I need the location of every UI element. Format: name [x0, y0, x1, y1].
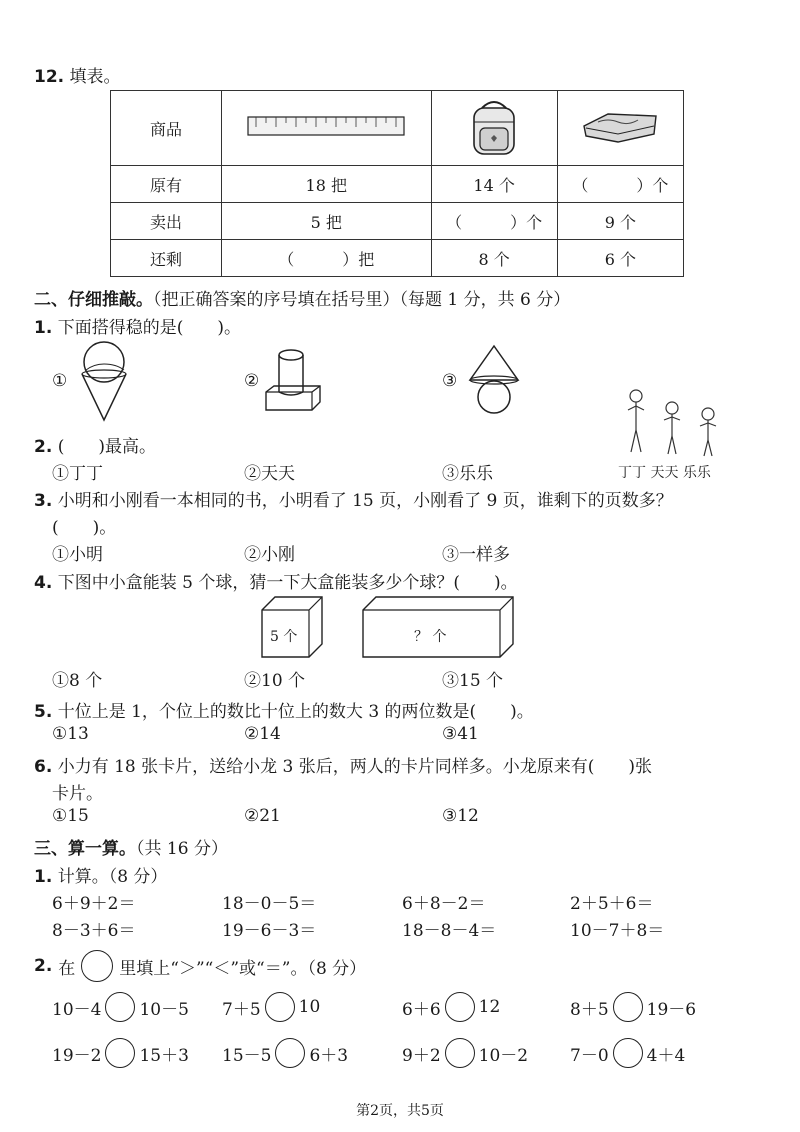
answer-blank[interactable]: （ ）个 [557, 166, 683, 203]
compare-number: 2. [34, 956, 53, 976]
pencil-case-image [557, 91, 683, 166]
ruler-image [222, 91, 432, 166]
compare-item [402, 992, 500, 1022]
q2-option-2[interactable]: ②天天 [244, 464, 295, 484]
q1-option-1[interactable]: ① [52, 371, 68, 391]
q2-option-1[interactable]: ①丁丁 [52, 464, 103, 484]
calc-title: 计算。（8 分） [57, 867, 168, 887]
table-cell: 18 把 [222, 166, 432, 203]
q12-heading [34, 62, 121, 87]
q2-option-3[interactable]: ③乐乐 [442, 464, 493, 484]
table-header-row [111, 91, 684, 166]
compare-left: 19－2 [52, 1045, 102, 1066]
compare-item [570, 1038, 685, 1068]
cylinder-on-block-image [262, 348, 324, 414]
q1-text: 下面搭得稳的是( )。 [57, 318, 241, 338]
q3-stem [34, 486, 673, 511]
compare-item [52, 992, 189, 1022]
q1-option-2[interactable]: ② [244, 371, 260, 391]
compare-left: 15－5 [222, 1045, 272, 1066]
q12-title: 填表。 [69, 67, 121, 87]
q5-option-2[interactable]: ②14 [244, 724, 281, 744]
calc-item[interactable]: 18－0－5＝ [222, 894, 317, 914]
q12-number: 12. [34, 67, 65, 87]
q5-option-3[interactable]: ③41 [442, 724, 479, 744]
compare-right: 6＋3 [309, 1045, 349, 1066]
cone-on-ball-image [462, 342, 526, 414]
row-label: 原有 [111, 166, 222, 203]
q2-stem [34, 432, 156, 457]
section3-heading [34, 834, 228, 859]
compare-right: 19－6 [646, 999, 697, 1020]
row-label: 卖出 [111, 203, 222, 240]
compare-circle[interactable] [105, 992, 135, 1022]
answer-blank[interactable]: （ ）个 [431, 203, 557, 240]
backpack-image [431, 91, 557, 166]
compare-left: 10－4 [52, 999, 102, 1020]
table-header-label: 商品 [111, 91, 222, 166]
q1-option-3[interactable]: ③ [442, 371, 458, 391]
compare-circle[interactable] [613, 992, 643, 1022]
q6-stem [34, 752, 652, 777]
section3-note: （共 16 分） [136, 839, 228, 859]
q6-option-1[interactable]: ①15 [52, 806, 89, 826]
compare-right: 10 [298, 997, 321, 1017]
q4-number: 4. [34, 573, 53, 593]
section2-note: （把正确答案的序号填在括号里）（每题 1 分，共 6 分） [153, 290, 571, 310]
calc-number: 1. [34, 867, 53, 887]
q1-stem [34, 313, 241, 338]
compare-circle[interactable] [105, 1038, 135, 1068]
fill-table [110, 90, 684, 277]
compare-left: 7＋5 [222, 999, 261, 1020]
answer-blank[interactable]: （ ）把 [222, 240, 432, 277]
q6-number: 6. [34, 757, 53, 777]
compare-circle[interactable] [613, 1038, 643, 1068]
large-box-label: ？ 个 [414, 629, 447, 645]
q5-number: 5. [34, 702, 53, 722]
table-cell: 9 个 [557, 203, 683, 240]
section2-title: 二、仔细推敲。 [34, 290, 153, 310]
table-row [111, 203, 684, 240]
compare-item [222, 992, 320, 1022]
ball-on-cone-image [72, 340, 136, 422]
calc-item[interactable]: 6＋8－2＝ [402, 894, 486, 914]
table-cell: 14 个 [431, 166, 557, 203]
compare-prefix: 在 [58, 958, 76, 979]
row-label: 还剩 [111, 240, 222, 277]
q5-text: 十位上是 1，个位上的数比十位上的数大 3 的两位数是( )。 [57, 702, 534, 722]
q5-option-1[interactable]: ①13 [52, 724, 89, 744]
table-cell: 8 个 [431, 240, 557, 277]
calc-item[interactable]: 6＋9＋2＝ [52, 894, 136, 914]
calc-item[interactable]: 2＋5＋6＝ [570, 894, 654, 914]
table-row [111, 166, 684, 203]
table-cell: 5 把 [222, 203, 432, 240]
section3-title: 三、算一算。 [34, 839, 136, 859]
q6-option-2[interactable]: ②21 [244, 806, 281, 826]
compare-left: 7－0 [570, 1045, 609, 1066]
calc-heading [34, 862, 167, 887]
compare-item [402, 1038, 528, 1068]
table-cell: 6 个 [557, 240, 683, 277]
compare-right: 4＋4 [646, 1045, 686, 1066]
kids-height-image [616, 388, 736, 460]
q1-number: 1. [34, 318, 53, 338]
q6-text-2: 卡片。 [52, 784, 103, 804]
compare-right: 10－2 [478, 1045, 529, 1066]
compare-circle[interactable] [445, 992, 475, 1022]
q4-option-3[interactable]: ③15 个 [442, 671, 504, 691]
compare-circle[interactable] [275, 1038, 305, 1068]
compare-circle[interactable] [445, 1038, 475, 1068]
calc-item[interactable]: 19－6－3＝ [222, 921, 317, 941]
q2-number: 2. [34, 437, 53, 457]
q4-option-2[interactable]: ②10 个 [244, 671, 306, 691]
q3-option-3[interactable]: ③一样多 [442, 545, 510, 565]
small-box-label: 5 个 [270, 629, 298, 645]
page-footer: 第2页，共5页 [356, 1103, 444, 1119]
q3-text-2: ( )。 [52, 518, 117, 538]
q3-text: 小明和小刚看一本相同的书，小明看了 15 页，小刚看了 9 页，谁剩下的页数多？ [57, 491, 673, 511]
compare-left: 9＋2 [402, 1045, 441, 1066]
kid-names: 丁丁 天天 乐乐 [618, 465, 711, 481]
compare-right: 10－5 [139, 999, 189, 1020]
q3-option-1[interactable]: ①小明 [52, 545, 103, 565]
compare-right: 15＋3 [139, 1045, 189, 1066]
q4-stem [34, 568, 518, 593]
compare-suffix: 里填上“＞”“＜”或“＝”。（8 分） [119, 958, 367, 979]
calc-item[interactable]: 18－8－4＝ [402, 921, 497, 941]
q6-text: 小力有 18 张卡片，送给小龙 3 张后，两人的卡片同样多。小龙原来有( )张 [57, 757, 653, 777]
q6-option-3[interactable]: ③12 [442, 806, 479, 826]
compare-item [52, 1038, 189, 1068]
compare-heading [34, 950, 366, 982]
compare-item [570, 992, 696, 1022]
q2-text: ( )最高。 [57, 437, 156, 457]
section2-heading [34, 285, 570, 310]
q3-number: 3. [34, 491, 53, 511]
q3-option-2[interactable]: ②小刚 [244, 545, 295, 565]
compare-left: 6＋6 [402, 999, 441, 1020]
compare-circle[interactable] [265, 992, 295, 1022]
calc-item[interactable]: 10－7＋8＝ [570, 921, 665, 941]
q4-option-1[interactable]: ①8 个 [52, 671, 103, 691]
compare-left: 8＋5 [570, 999, 609, 1020]
calc-item[interactable]: 8－3＋6＝ [52, 921, 136, 941]
compare-right: 12 [478, 997, 501, 1017]
compare-item [222, 1038, 348, 1068]
q4-text: 下图中小盒能装 5 个球，猜一下大盒能装多少个球？( )。 [57, 573, 518, 593]
table-row [111, 240, 684, 277]
q5-stem [34, 697, 534, 722]
circle-icon [81, 950, 113, 982]
